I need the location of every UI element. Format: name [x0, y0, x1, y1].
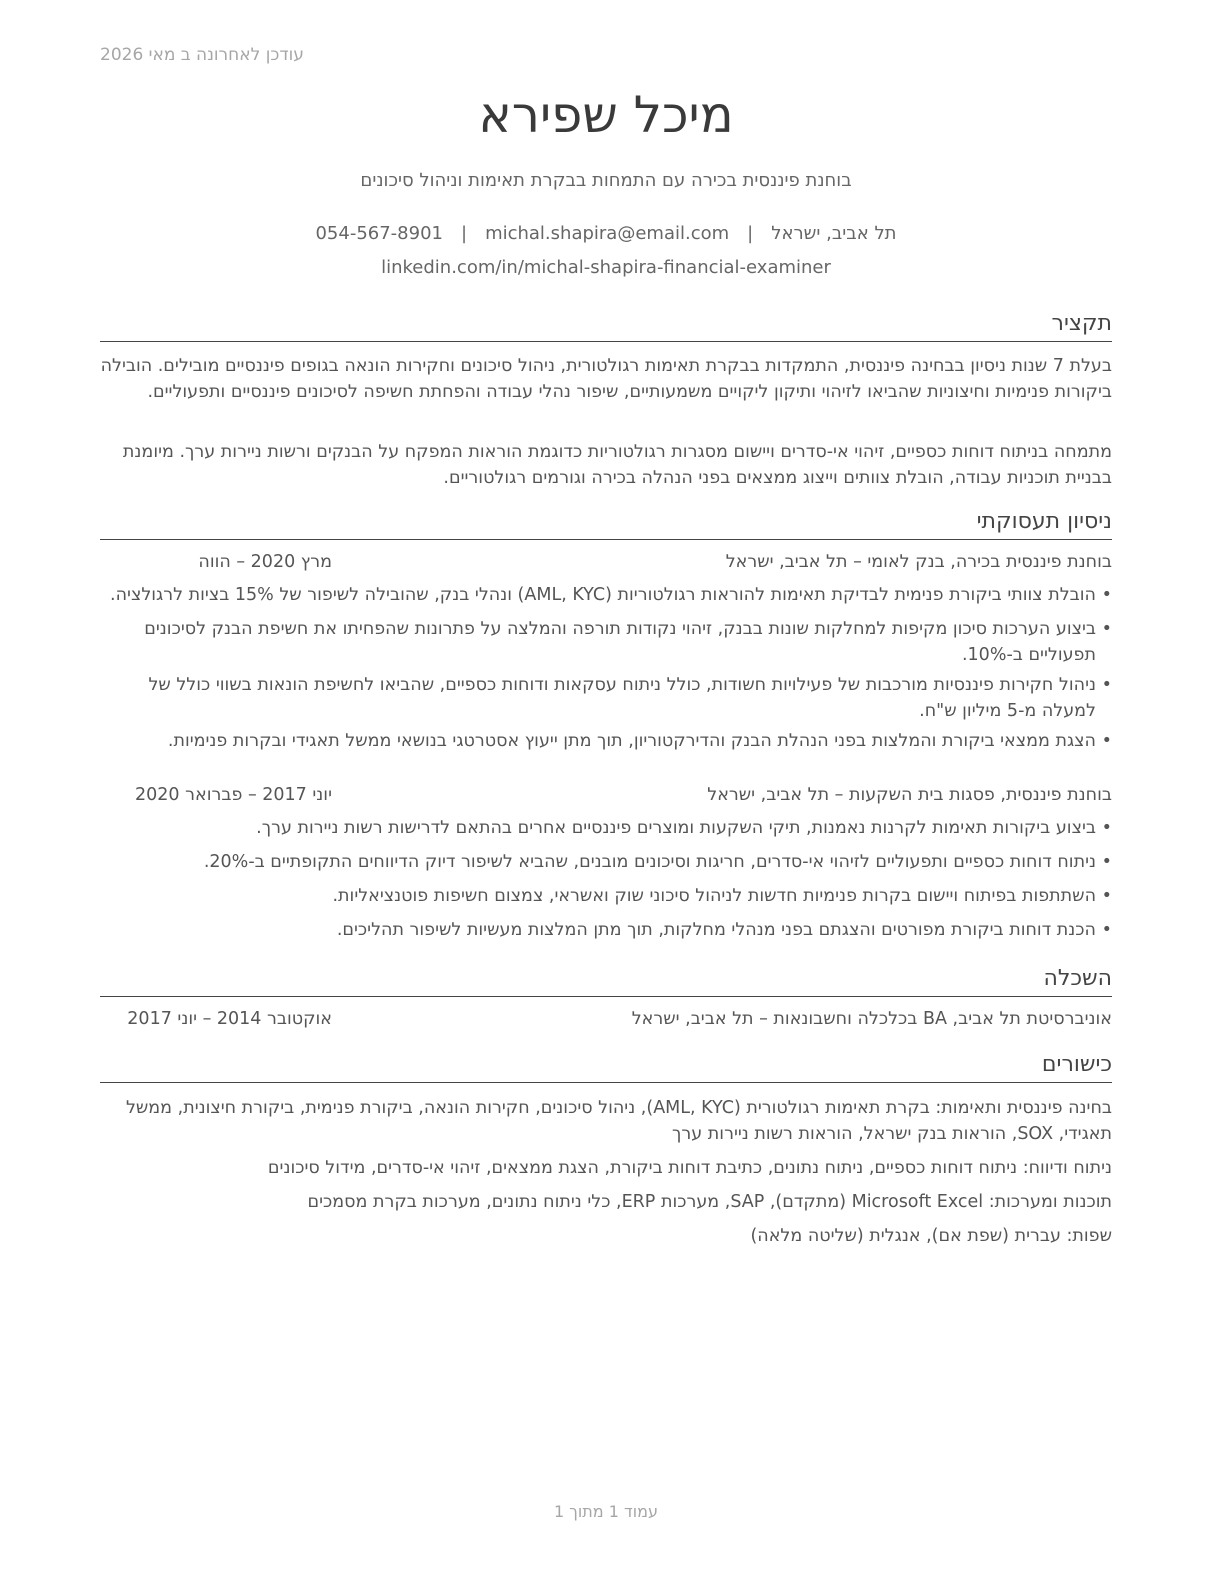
bullet-icon: •	[1101, 818, 1112, 838]
section-title-experience: ניסיון תעסוקתי	[100, 507, 1112, 540]
education-dates: אוקטובר 2014 – יוני 2017	[127, 1009, 332, 1029]
bullet-icon: •	[1101, 619, 1112, 639]
bullet-icon: •	[1101, 731, 1112, 751]
job-dates: יוני 2017 – פברואר 2020	[135, 785, 332, 805]
page-number: עמוד 1 מתוך 1	[554, 1502, 658, 1521]
list-item: • ניתוח דוחות כספיים ותפעוליים לזיהוי אי-סדרים, חריגות וסיכונים מובנים, שהביא לשיפור דיוק הדיווחים התקופתיים ב-20%.	[100, 849, 1112, 875]
headline: בוחנת פיננסית בכירה עם התמחות בבקרת תאימות וניהול סיכונים	[360, 170, 852, 191]
list-item: • הצגת ממצאי ביקורת והמלצות בפני הנהלת הבנק והדירקטוריון, תוך מתן ייעוץ אסטרטגי בנושאי ממשל תאגידי ובקרות פנימיות.	[100, 728, 1112, 754]
job-title: בוחנת פיננסית בכירה, בנק לאומי – תל אביב, ישראל	[725, 552, 1112, 572]
candidate-name: מיכל שפירא	[478, 86, 734, 144]
list-item: • ניהול חקירות פיננסיות מורכבות של פעילויות חשודות, כולל ניתוח עסקאות ודוחות כספיים, שהביאו לחשיפת הונאות בשווי כולל של למעלה מ-5 מיליון ש"ח.	[100, 672, 1112, 724]
phone: 054-567-8901	[315, 223, 443, 244]
skill-line: תוכנות ומערכות: Microsoft Excel (מתקדם), SAP, מערכות ERP, כלי ניתוח נתונים, מערכות בקרת מסמכים	[307, 1192, 1112, 1212]
job-header	[100, 552, 1112, 578]
job-title: בוחנת פיננסית, פסגות בית השקעות – תל אביב, ישראל	[707, 785, 1112, 805]
job-bullets	[100, 582, 1112, 754]
education-item	[100, 1009, 1112, 1035]
section-title-education: השכלה	[100, 964, 1112, 997]
degree: אוניברסיטת תל אביב, BA בכלכלה וחשבונאות – תל אביב, ישראל	[631, 1009, 1112, 1029]
section-title-skills: כישורים	[100, 1050, 1112, 1083]
resume-page	[100, 0, 1112, 1584]
bullet-icon: •	[1101, 886, 1112, 906]
list-item: • ביצוע ביקורות תאימות לקרנות נאמנות, תיקי השקעות ומוצרים פיננסיים אחרים בהתאם לדרישות רשות ניירות ערך.	[100, 815, 1112, 841]
summary-paragraph: בעלת 7 שנות ניסיון בבחינה פיננסית, התמקדות בבקרת תאימות רגולטורית, ניהול סיכונים וחקירות הונאה בגופים פיננסיים מובילים. הובילה ביקורות פנימיות וחיצוניות שהביאו לזיהוי ותיקון ליקויים משמעותיים, שיפור נהלי עבודה והפחתת חשיפה לסיכונים פיננסיים ותפעוליים.	[100, 356, 1112, 402]
bullet-icon: •	[1101, 585, 1112, 605]
linkedin-link[interactable]: linkedin.com/in/michal-shapira-financial-examiner	[381, 257, 831, 278]
list-item: • הובלת צוותי ביקורת פנימית לבדיקת תאימות להוראות רגולטוריות (AML, KYC) ונהלי בנק, שהובילה לשיפור של 15% בציות לרגולציה.	[100, 582, 1112, 608]
summary-paragraph: מתמחה בניתוח דוחות כספיים, זיהוי אי-סדרים ויישום מסגרות רגולטוריות כדוגמת הוראות המפקח על הבנקים ורשות ניירות ערך. מיומנת בבניית תוכניות עבודה, הובלת צוותים וייצוג ממצאים בפני הנהלה בכירה וגורמים רגולטוריים.	[122, 442, 1112, 488]
contact-line	[100, 223, 1112, 244]
list-item: • השתתפות בפיתוח ויישום בקרות פנימיות חדשות לניהול סיכוני שוק ואשראי, צמצום חשיפות פוטנציאליות.	[100, 883, 1112, 909]
skill-line: שפות: עברית (שפת אם), אנגלית (שליטה מלאה)	[750, 1226, 1112, 1246]
list-item: • ביצוע הערכות סיכון מקיפות למחלקות שונות בבנק, זיהוי נקודות תורפה והמלצה על פתרונות שהפחיתו את חשיפת הבנק לסיכונים תפעוליים ב-10%.	[100, 616, 1112, 668]
job-dates: מרץ 2020 – הווה	[198, 552, 332, 572]
skill-line: ניתוח ודיווח: ניתוח דוחות כספיים, ניתוח נתונים, כתיבת דוחות ביקורת, הצגת ממצאים, זיהוי אי-סדרים, מידול סיכונים	[267, 1158, 1112, 1178]
email-link[interactable]: michal.shapira@email.com	[485, 223, 730, 244]
bullet-icon: •	[1101, 675, 1112, 695]
job-bullets	[100, 815, 1112, 943]
separator: |	[747, 223, 754, 244]
last-updated: עודכן לאחרונה ב מאי 2026	[100, 45, 304, 65]
skill-line: בחינה פיננסית ותאימות: בקרת תאימות רגולטורית (AML, KYC), ניהול סיכונים, חקירות הונאה, ביקורת פנימית, ביקורת חיצונית, ממשל תאגידי, SOX, הוראות בנק ישראל, הוראות רשות ניירות ערך	[125, 1098, 1112, 1144]
section-title-summary: תקציר	[100, 309, 1112, 342]
list-item: • הכנת דוחות ביקורת מפורטים והצגתם בפני מנהלי מחלקות, תוך מתן המלצות מעשיות לשיפור תהליכים.	[100, 917, 1112, 943]
bullet-icon: •	[1101, 852, 1112, 872]
separator: |	[460, 223, 468, 244]
bullet-icon: •	[1101, 920, 1112, 940]
location: תל אביב, ישראל	[771, 223, 897, 244]
job-header	[100, 785, 1112, 811]
